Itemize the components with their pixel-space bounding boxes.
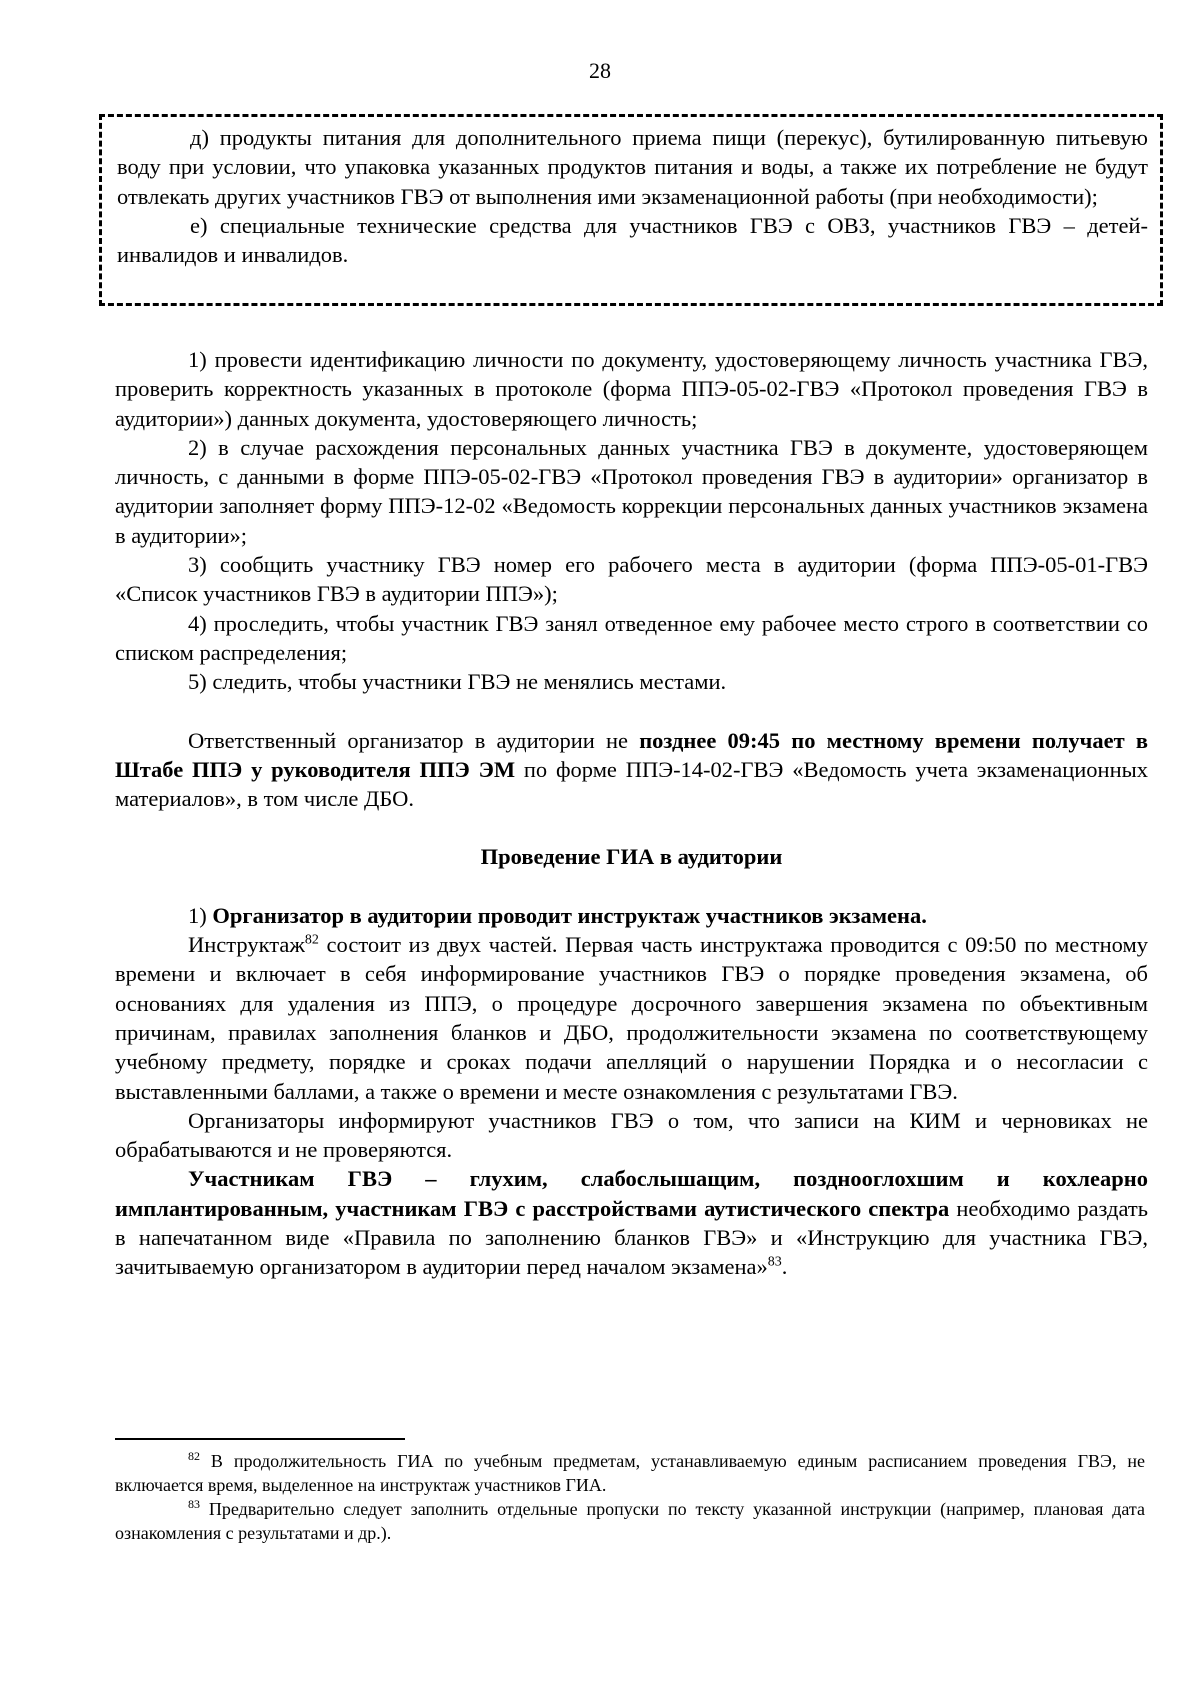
instruction-title-bold: Организатор в аудитории проводит инструктаж участников экзамена.: [212, 902, 927, 928]
responsible-text-1: Ответственный организатор в аудитории не: [188, 727, 640, 753]
footnote-mark-82: 82: [188, 1449, 200, 1463]
box-item-d: д) продукты питания для дополнительного приема пищи (перекус), бутилированную питьевую воду при условии, что упаковка указанных продуктов питания и воды, а также их потребление не будут отвлекать других участников ГВЭ от выполнения ими экзаменационной работы (при необходимости);: [117, 125, 1148, 209]
instruction-paragraph-3: [115, 1164, 1148, 1281]
step-2: 2) в случае расхождения персональных данных участника ГВЭ в документе, удостоверяющем личность, с данными в форме ППЭ-05-02-ГВЭ «Протокол проведения ГВЭ в аудитории» организатор в аудитории заполняет форму ППЭ-12-02 «Ведомость коррекции персональных данных участников экзамена в аудитории»;: [115, 434, 1148, 548]
instruction-p1-start: Инструктаж: [188, 932, 305, 958]
footnote-separator: [115, 1438, 405, 1440]
step-4: 4) проследить, чтобы участник ГВЭ занял отведенное ему рабочее место строго в соответствии со списком распределения;: [115, 610, 1148, 665]
instruction-title: [115, 901, 1148, 930]
footnote-83-text: Предварительно следует заполнить отдельные пропуски по тексту указанной инструкции (например, плановая дата ознакомления с результатами и др.).: [115, 1499, 1145, 1543]
footnote-82-text: В продолжительность ГИА по учебным предметам, устанавливаемую единым расписанием проведения ГВЭ, не включается время, выделенное на инструктаж участников ГИА.: [115, 1451, 1145, 1495]
responsible-paragraph: [115, 726, 1148, 814]
instruction-p3-bold: Участникам ГВЭ – глухим, слабослышащим, позднооглохшим и кохлеарно имплантированным, участникам ГВЭ с расстройствами аутистического спектра: [115, 1166, 1148, 1221]
instruction-paragraph-1: [115, 930, 1148, 1106]
spacer: [115, 872, 1148, 901]
step-5: 5) следить, чтобы участники ГВЭ не менялись местами.: [188, 669, 727, 695]
footnotes: [115, 1449, 1145, 1545]
instruction-p1-rest: состоит из двух частей. Первая часть инструктажа проводится с 09:50 по местному времени и включает в себя информирование участников ГВЭ о порядке проведения экзамена, об основаниях для удаления из ППЭ, о процедуре досрочного завершения экзамена по объективным причинам, правилах заполнения бланков и ДБО, продолжительности экзамена по соответствующему учебному предмету, порядке и сроках подачи апелляций о нарушении Порядка и о несогласии с выставленными баллами, а также о времени и месте ознакомления с результатами ГВЭ.: [115, 932, 1148, 1104]
main-text: [115, 345, 1148, 1282]
section-heading: Проведение ГИА в аудитории: [480, 844, 783, 870]
instruction-p3-rest: необходимо раздать в напечатанном виде «Правила по заполнению бланков ГВЭ» и «Инструкцию для участника ГВЭ, зачитываемую организатором в аудитории перед началом экзамена»: [115, 1195, 1148, 1280]
page-number: 28: [589, 58, 611, 83]
footnote-mark-83: 83: [188, 1497, 200, 1511]
instruction-num: 1): [188, 902, 213, 928]
instruction-p3-end: .: [781, 1254, 788, 1280]
dashed-box-list: [99, 114, 1163, 306]
footnote-83: [115, 1497, 1145, 1545]
responsible-text-bold: позднее 09:45 по местному времени получает в Штабе ППЭ у руководителя ППЭ ЭМ: [115, 727, 1148, 782]
footnote-ref-83[interactable]: 83: [767, 1254, 782, 1270]
box-item-e: е) специальные технические средства для участников ГВЭ с ОВЗ, участников ГВЭ – детей-инвалидов и инвалидов.: [117, 212, 1148, 268]
step-1: 1) провести идентификацию личности по документу, удостоверяющему личность участника ГВЭ, проверить корректность указанных в протоколе (форма ППЭ-05-02-ГВЭ «Протокол проведения ГВЭ в аудитории») данных документа, удостоверяющего личность;: [115, 347, 1148, 431]
spacer: [115, 813, 1148, 842]
footnote-82: [115, 1449, 1145, 1497]
step-3: 3) сообщить участнику ГВЭ номер его рабочего места в аудитории (форма ППЭ-05-01-ГВЭ «Список участников ГВЭ в аудитории ППЭ»);: [115, 552, 1148, 607]
responsible-text-3: по форме ППЭ-14-02-ГВЭ «Ведомость учета экзаменационных материалов», в том числе ДБО.: [115, 756, 1148, 812]
spacer: [115, 697, 1148, 726]
footnote-ref-82[interactable]: 82: [304, 932, 319, 948]
instruction-paragraph-2: Организаторы информируют участников ГВЭ о том, что записи на КИМ и черновиках не обрабатываются и не проверяются.: [115, 1107, 1148, 1163]
